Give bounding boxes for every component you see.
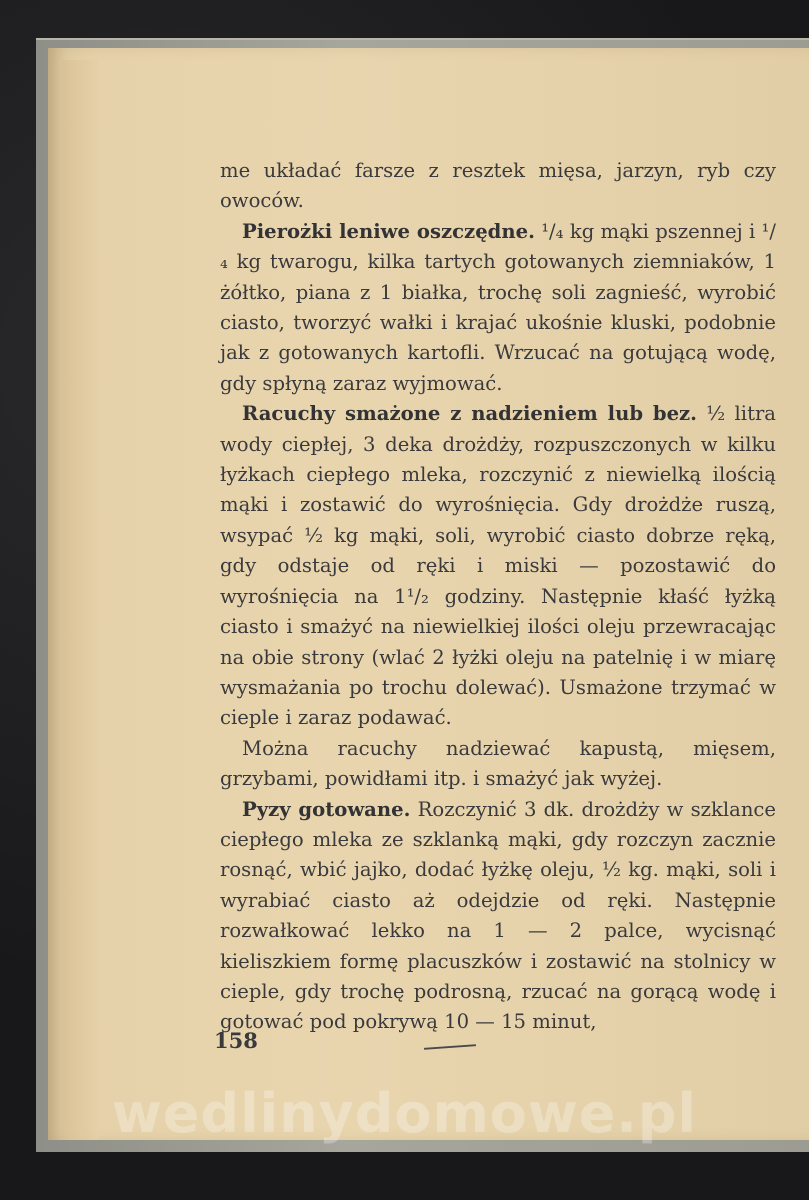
recipe-pierozki-paragraph	[220, 217, 776, 399]
page-gutter-edge	[62, 60, 98, 1140]
continuation-text: me układać farsze z resztek mięsa, jarzyn, ryb czy owoców.	[220, 159, 776, 213]
racuchy-note-text: Można racuchy nadziewać kapustą, mięsem, grzybami, powidłami itp. i smażyć jak wyżej.	[220, 736, 776, 791]
recipe-racuchy-paragraph	[220, 399, 776, 733]
recipe-pyzy-title: Pyzy gotowane.	[242, 797, 411, 821]
recipe-racuchy-text: ½ litra wody ciepłej, 3 deka drożdży, rozpuszczonych w kilku łyżkach ciepłego mleka, rozczynić z niewielką ilością mąki i zostawić do wyrośnięcia. Gdy drożdże ruszą, wsypać ½ kg mąki, soli, wyrobić ciasto dobrze ręką, gdy odstaje od ręki i miski — pozostawić do wyrośnięcia na 1¹/₂ godziny. Następnie kłaść łyżką ciasto i smażyć na niewielkiej ilości oleju przewracając na obie strony (wlać 2 łyżki oleju na patelnię i w miarę wysmażania po trochu dolewać). Usmażone trzymać w cieple i zaraz podawać.	[220, 402, 776, 730]
recipe-racuchy-title: Racuchy smażone z nadzieniem lub bez.	[242, 402, 698, 426]
continuation-paragraph	[220, 156, 776, 217]
recipe-pierozki-text: ¹/₄ kg mąki pszennej i ¹/₄ kg twarogu, kilka tartych gotowanych ziemniaków, 1 żółtko, piana z 1 białka, trochę soli zagnieść, wyrobić ciasto, tworzyć wałki i krajać ukośnie kluski, podobnie jak z gotowanych kartofli. Wrzucać na gotującą wodę, gdy spłyną zaraz wyjmować.	[220, 219, 776, 395]
page-text	[220, 156, 776, 1038]
racuchy-note-paragraph	[220, 734, 776, 795]
recipe-pyzy-paragraph	[220, 795, 776, 1038]
recipe-pierozki-title: Pierożki leniwe oszczędne.	[242, 219, 535, 243]
page-number: 158	[214, 1028, 258, 1053]
watermark: wedlinydomowe.pl	[111, 1082, 698, 1145]
recipe-pyzy-text: Rozczynić 3 dk. drożdży w szklance ciepłego mleka ze szklanką mąki, gdy rozczyn zacznie rosnąć, wbić jajko, dodać łyżkę oleju, ½ kg. mąki, soli i wyrabiać ciasto aż odejdzie od ręki. Następnie rozwałkować lekko na 1 — 2 palce, wycisnąć kieliszkiem formę placuszków i zostawić na stolnicy w cieple, gdy trochę podrosną, rzucać na gorącą wodę i gotować pod pokrywą 10 — 15 minut,	[220, 797, 777, 1034]
